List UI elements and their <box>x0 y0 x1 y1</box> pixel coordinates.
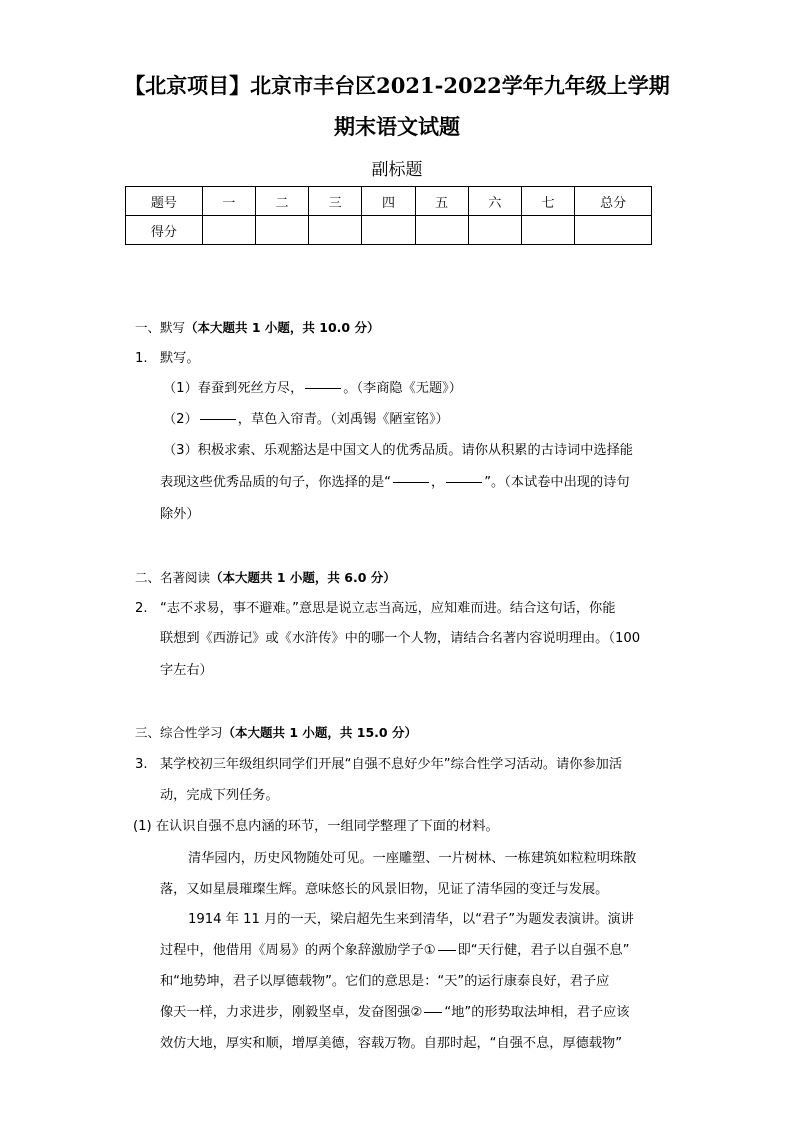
section-heading <box>135 568 396 586</box>
text-fragment: 即“天行健，君子以自强不息” <box>457 943 630 958</box>
question-line <box>163 379 462 399</box>
question-line: 某学校初三年级组织同学们开展“自强不息好少年”综合性学习活动。请你参加活 <box>160 757 623 772</box>
answer-blank[interactable] <box>438 949 456 951</box>
exam-subtitle: 副标题 <box>371 160 423 180</box>
passage-line: 和“地势坤，君子以厚德载物”。它们的意思是：“天”的运行康泰良好，君子应 <box>160 974 610 989</box>
score-cell[interactable] <box>575 216 652 245</box>
passage-line: 1914 年 11 月的一天，梁启超先生来到清华，以“君子”为题发表演讲。演讲 <box>188 912 634 927</box>
score-table-header-row <box>126 187 652 216</box>
question-line <box>160 473 630 493</box>
question-line <box>163 410 449 430</box>
section-heading <box>135 723 417 741</box>
text-fragment: “地”的形势取法坤相，君子应该 <box>444 1005 630 1020</box>
score-cell[interactable] <box>521 216 574 245</box>
section-heading <box>135 318 379 336</box>
table-header-cell: 总分 <box>575 187 652 216</box>
text-fragment: 像天一样，力求进步，刚毅坚卓，发奋图强② <box>160 1005 423 1020</box>
table-header-cell: 一 <box>202 187 255 216</box>
table-header-cell: 六 <box>468 187 521 216</box>
section-meta: （本大题共 1 小题，共 10.0 分） <box>185 320 380 335</box>
exam-title-line1: 【北京项目】北京市丰台区2021-2022学年九年级上学期 <box>124 73 670 98</box>
table-row-label: 得分 <box>126 216 203 245</box>
section-title: 二、名著阅读 <box>135 570 211 585</box>
question-number: 3. <box>135 757 148 772</box>
text-fragment: ”。（本试卷中出现的诗句 <box>484 475 630 490</box>
table-header-cell: 题号 <box>126 187 203 216</box>
section-title: 三、综合性学习 <box>135 725 223 740</box>
table-header-cell: 四 <box>362 187 415 216</box>
score-cell[interactable] <box>468 216 521 245</box>
text-fragment: 过程中，他借用《周易》的两个象辞激励学子① <box>160 943 436 958</box>
question-line: “志不求易，事不避难。”意思是说立志当高远，应知难而进。结合这句话，你能 <box>160 601 616 616</box>
answer-blank[interactable] <box>393 481 429 483</box>
answer-blank[interactable] <box>446 481 482 483</box>
section-meta: （本大题共 1 小题，共 15.0 分） <box>222 725 417 740</box>
score-cell[interactable] <box>415 216 468 245</box>
passage-line <box>160 941 630 961</box>
text-fragment: （1）春蚕到死丝方尽， <box>163 381 304 396</box>
score-cell[interactable] <box>362 216 415 245</box>
table-header-cell: 二 <box>255 187 308 216</box>
text-fragment: （2） <box>163 412 198 427</box>
passage-line: 效仿大地，厚实和顺，增厚美德，容载万物。自那时起，“自强不息，厚德载物” <box>160 1036 623 1051</box>
question-number: 2. <box>135 601 148 616</box>
text-fragment: ，草色入帘青。（刘禹锡《陋室铭》） <box>237 412 449 427</box>
question-line: （3）积极求索、乐观豁达是中国文人的优秀品质。请你从积累的古诗词中选择能 <box>163 443 633 458</box>
sub-question: (1) 在认识自强不息内涵的环节，一组同学整理了下面的材料。 <box>133 819 499 834</box>
question-line: 除外） <box>160 507 200 522</box>
passage-line: 清华园内，历史风物随处可见。一座雕塑、一片树林、一栋建筑如粒粒明珠散 <box>188 851 637 866</box>
question-line: 字左右） <box>160 663 213 678</box>
exam-title-line2: 期末语文试题 <box>334 114 460 139</box>
section-meta: （本大题共 1 小题，共 6.0 分） <box>210 570 396 585</box>
score-cell[interactable] <box>202 216 255 245</box>
section-title: 一、默写 <box>135 320 186 335</box>
table-header-cell: 七 <box>521 187 574 216</box>
score-cell[interactable] <box>255 216 308 245</box>
question-text: 默写。 <box>160 351 200 366</box>
question-line: 联想到《西游记》或《水浒传》中的哪一个人物，请结合名著内容说明理由。（100 <box>160 631 641 646</box>
answer-blank[interactable] <box>424 1011 442 1013</box>
score-table-score-row <box>126 216 652 245</box>
passage-line: 落，又如星晨璀璨生辉。意味悠长的风景旧物，见证了清华园的变迁与发展。 <box>160 882 609 897</box>
text-fragment: ， <box>431 475 445 490</box>
answer-blank[interactable] <box>200 418 236 420</box>
score-table <box>125 186 652 245</box>
question-number: 1. <box>135 351 148 366</box>
answer-blank[interactable] <box>305 387 341 389</box>
table-header-cell: 三 <box>309 187 362 216</box>
text-fragment: 。（李商隐《无题》） <box>343 381 462 396</box>
question-line: 动，完成下列任务。 <box>160 788 279 803</box>
text-fragment: 表现这些优秀品质的句子，你选择的是“ <box>160 475 392 490</box>
score-cell[interactable] <box>309 216 362 245</box>
passage-line <box>160 1003 630 1023</box>
table-header-cell: 五 <box>415 187 468 216</box>
